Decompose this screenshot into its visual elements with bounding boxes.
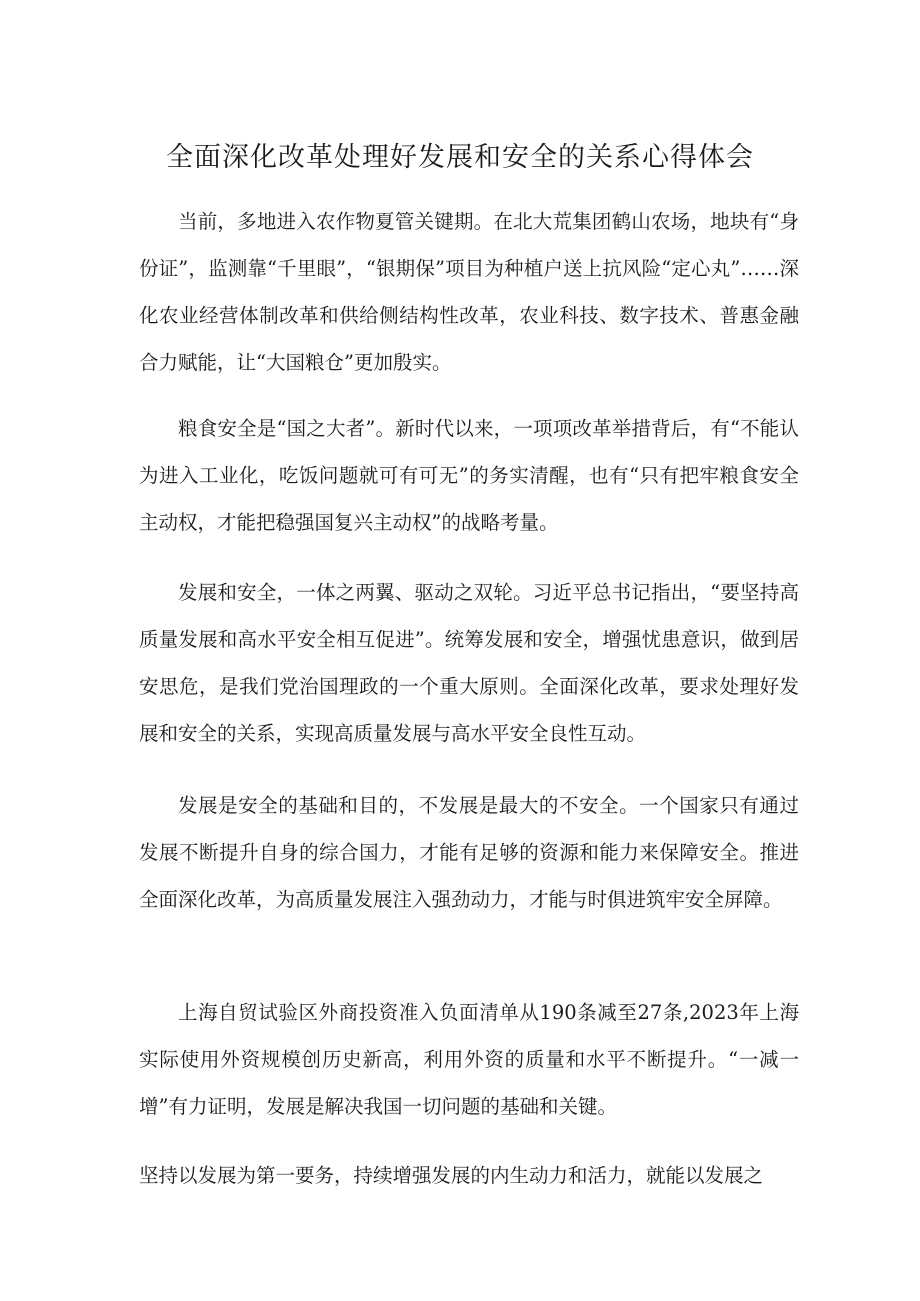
paragraph-3: 发展和安全，一体之两翼、驱动之双轮。习近平总书记指出，“要坚持高质量发展和高水平安全相互促进”。统筹发展和安全，增强忧患意识，做到居安思危，是我们党治国理政的一个重大原则。全面深化改革，要求处理好发展和安全的关系，实现高质量发展与高水平安全良性互动。 [139,581,799,745]
paragraph-4: 发展是安全的基础和目的，不发展是最大的不安全。一个国家只有通过发展不断提升自身的综合国力，才能有足够的资源和能力来保障安全。推进全面深化改革，为高质量发展注入强劲动力，才能与时俱进筑牢安全屏障。 [139,794,799,911]
paragraph-1: 当前，多地进入农作物夏管关键期。在北大荒集团鹤山农场，地块有“身份证”，监测靠“千里眼”，“银期保”项目为种植户送上抗风险“定心丸”……深化农业经营体制改革和供给侧结构性改革，农业科技、数字技术、普惠金融合力赋能，让“大国粮仓”更加殷实。 [139,210,799,374]
paragraph-5: 上海自贸试验区外商投资准入负面清单从190条减至27条,2023年上海实际使用外资规模创历史新高，利用外资的质量和水平不断提升。“一减一增”有力证明，发展是解决我国一切问题的基础和关键。 [139,1001,799,1118]
paragraph-6: 坚持以发展为第一要务，持续增强发展的内生动力和活力，就能以发展之 [139,1164,764,1187]
paragraph-2: 粮食安全是“国之大者”。新时代以来，一项项改革举措背后，有“不能认为进入工业化，吃饭问题就可有可无”的务实清醒，也有“只有把牢粮食安全主动权，才能把稳强国复兴主动权”的战略考量。 [139,417,799,534]
document-title: 全面深化改革处理好发展和安全的关系心得体会 [166,142,754,173]
